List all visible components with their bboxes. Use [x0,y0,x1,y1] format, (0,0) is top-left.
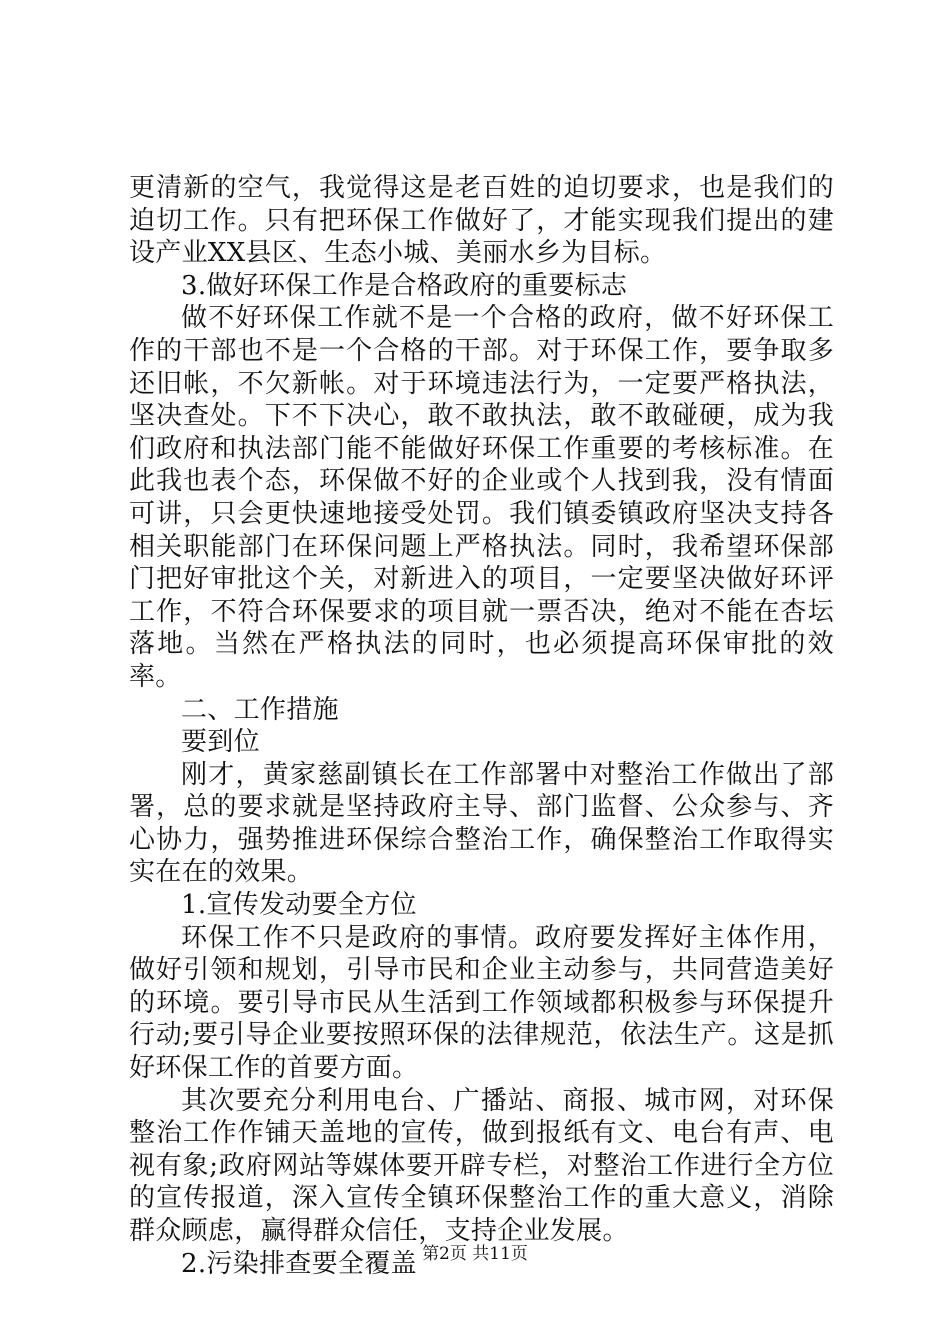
paragraph-0: 更清新的空气，我觉得这是老百姓的迫切要求，也是我们的迫切工作。只有把环保工作做好了，才能实现我们提出的建设产业XX县区、生态小城、美丽水乡为目标。 [129,173,834,269]
page-footer: 第2页 共11页 [422,1244,528,1264]
document-body [129,172,834,1280]
paragraph-8: 其次要充分利用电台、广播站、商报、城市网，对环保整治工作作铺天盖地的宣传，做到报纸有文、电台有声、电视有象;政府网站等媒体要开辟专栏，对整治工作进行全方位的宣传报道，深入宣传全镇环保整治工作的重大意义，消除群众顾虑，赢得群众信任，支持企业发展。 [129,1085,834,1246]
paragraph-5: 刚才，黄家慈副镇长在工作部署中对整治工作做出了部署，总的要求就是坚持政府主导、部门监督、公众参与、齐心协力，强势推进环保综合整治工作，确保整治工作取得实实在在的效果。 [129,759,834,888]
subheading-1: 1.宣传发动要全方位 [181,890,417,921]
paragraph-7: 环保工作不只是政府的事情。政府要发挥好主体作用，做好引领和规划，引导市民和企业主动参与，共同营造美好的环境。要引导市民从生活到工作领域都积极参与环保提升行动;要引导企业要按照环保的法律规范，依法生产。这是抓好环保工作的首要方面。 [129,922,834,1084]
subheading-requirement: 要到位 [181,727,260,758]
section-heading-3: 3.做好环保工作是合格政府的重要标志 [181,270,628,301]
subheading-2: 2.污染排查要全覆盖 [181,1248,417,1279]
paragraph-2: 做不好环保工作就不是一个合格的政府，做不好环保工作的干部也不是一个合格的干部。对于环保工作，要争取多还旧帐，不欠新帐。对于环境违法行为，一定要严格执法，坚决查处。下不下决心，敢不敢执法，敢不敢碰硬，成为我们政府和执法部门能不能做好环保工作重要的考核标准。在此我也表个态，环保做不好的企业或个人找到我，没有情面可讲，只会更快速地接受处罚。我们镇委镇政府坚决支持各相关职能部门在环保问题上严格执法。同时，我希望环保部门把好审批这个关，对新进入的项目，一定要坚决做好环评工作，不符合环保要求的项目就一票否决，绝对不能在杏坛落地。当然在严格执法的同时，也必须提高环保审批的效率。 [129,303,834,692]
section-heading-2: 二、工作措施 [181,694,339,725]
